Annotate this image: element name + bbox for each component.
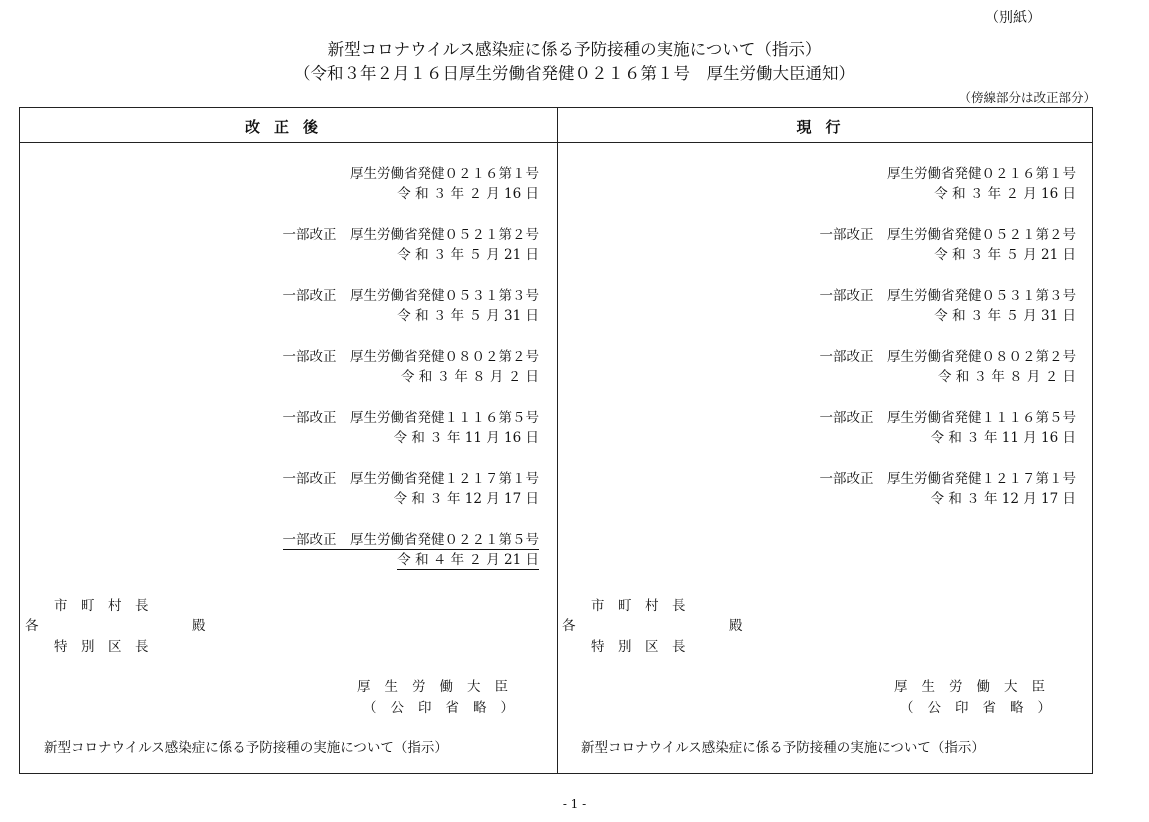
current-column (557, 142, 1094, 774)
entry-date: 令 和 ３ 年 ５ 月 31 日 (397, 308, 539, 324)
minister-name: 厚生労働大臣 (894, 679, 1059, 695)
entry-number: 一部改正 厚生労働省発健０５２１第２号 (282, 227, 539, 243)
document-subtitle: （令和３年２月１６日厚生労働省発健０２１６第１号 厚生労働大臣通知） (294, 64, 855, 83)
entry-date: 令 和 ３ 年 ８ 月 ２ 日 (937, 369, 1076, 385)
subject-line: 新型コロナウイルス感染症に係る予防接種の実施について（指示） (581, 740, 985, 756)
entry-date: 令 和 ３ 年 ５ 月 21 日 (397, 247, 539, 263)
revision-entry (820, 408, 1077, 448)
addressee-line2: 特 別 区 長 (591, 639, 686, 655)
entry-number: 一部改正 厚生労働省発健０５２１第２号 (819, 227, 1076, 243)
entry-date: 令 和 ３ 年 ２ 月 16 日 (397, 186, 539, 202)
entry-number: 一部改正 厚生労働省発健０２２１第５号 (282, 532, 539, 548)
addressee-suffix: 殿 (192, 618, 206, 634)
revision-entry (820, 469, 1077, 509)
entry-number: 一部改正 厚生労働省発健１２１７第１号 (282, 471, 539, 487)
entry-date: 令 和 ４ 年 ２ 月 21 日 (397, 552, 539, 568)
attachment-label: （別紙） (985, 10, 1041, 26)
addressee-line2: 特 別 区 長 (54, 639, 149, 655)
revision-entry (820, 225, 1077, 265)
addressee-prefix: 各 (25, 618, 39, 634)
new-revision-entry (283, 530, 540, 570)
entry-number: 一部改正 厚生労働省発健０８０２第２号 (819, 349, 1076, 365)
entry-number: 一部改正 厚生労働省発健１２１７第１号 (819, 471, 1076, 487)
entry-number: 一部改正 厚生労働省発健０８０２第２号 (282, 349, 539, 365)
entry-number: 一部改正 厚生労働省発健１１１６第５号 (819, 410, 1076, 426)
heading-current: 現行 (796, 118, 855, 136)
page-number: - 1 - (562, 797, 587, 811)
entry-number: 一部改正 厚生労働省発健１１１６第５号 (282, 410, 539, 426)
entry-number: 厚生労働省発健０２１６第１号 (887, 166, 1076, 182)
revision-entry (820, 286, 1077, 326)
heading-revised: 改正後 (244, 118, 332, 136)
entry-date: 令 和 ３ 年 11 月 16 日 (930, 430, 1076, 446)
comparison-table (19, 107, 1093, 774)
addressee-suffix: 殿 (729, 618, 743, 634)
revision-entry (350, 164, 539, 204)
document-title: 新型コロナウイルス感染症に係る予防接種の実施について（指示） (327, 40, 822, 59)
revision-entry (283, 347, 540, 387)
addressee-prefix: 各 (562, 618, 576, 634)
entry-number: 厚生労働省発健０２１６第１号 (350, 166, 539, 182)
subject-line: 新型コロナウイルス感染症に係る予防接種の実施について（指示） (44, 740, 448, 756)
minister-name: 厚生労働大臣 (357, 679, 522, 695)
entry-date: 令 和 ３ 年 ５ 月 21 日 (934, 247, 1076, 263)
entry-date: 令 和 ３ 年 ５ 月 31 日 (934, 308, 1076, 324)
entry-number: 一部改正 厚生労働省発健０５３１第３号 (819, 288, 1076, 304)
entry-date: 令 和 ３ 年 ８ 月 ２ 日 (400, 369, 539, 385)
revision-entry (283, 408, 540, 448)
underline-note: （傍線部分は改正部分） (958, 90, 1096, 105)
entry-number: 一部改正 厚生労働省発健０５３１第３号 (282, 288, 539, 304)
revised-column (20, 142, 557, 774)
seal-omitted: （公印省略） (363, 700, 528, 716)
seal-omitted: （公印省略） (900, 700, 1065, 716)
revision-entry (283, 469, 540, 509)
entry-date: 令 和 ３ 年 12 月 17 日 (393, 491, 539, 507)
revision-entry (283, 225, 540, 265)
entry-date: 令 和 ３ 年 ２ 月 16 日 (934, 186, 1076, 202)
revision-entry (820, 347, 1077, 387)
entry-date: 令 和 ３ 年 12 月 17 日 (930, 491, 1076, 507)
entry-date: 令 和 ３ 年 11 月 16 日 (393, 430, 539, 446)
revision-entry (887, 164, 1076, 204)
addressee-line1: 市 町 村 長 (54, 598, 149, 614)
addressee-line1: 市 町 村 長 (591, 598, 686, 614)
revision-entry (283, 286, 540, 326)
